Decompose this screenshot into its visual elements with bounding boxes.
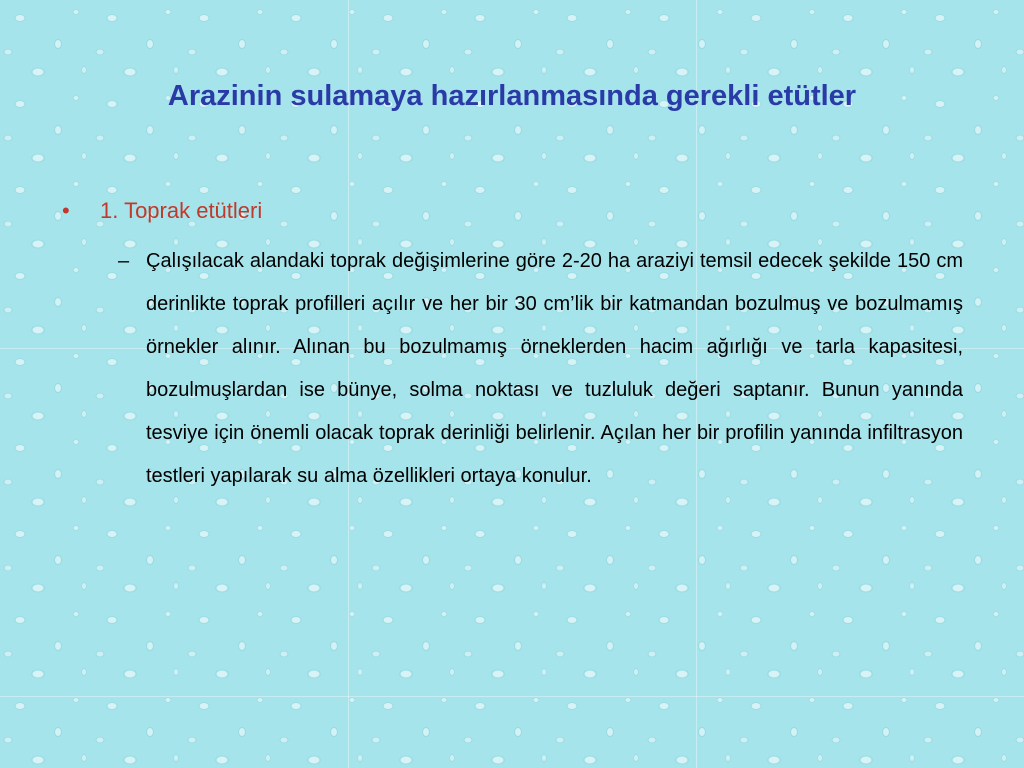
sub-bullet-text: Çalışılacak alandaki toprak değişimlerine göre 2-20 ha araziyi temsil edecek şekilde 150 cm derinlikte toprak profilleri açılır ve her bir 30 cm’lik bir katmandan bozulmuş ve bozulmamış örnekler alınır. Alınan bu bozulmamış örneklerden hacim ağırlığı ve tarla kapasitesi, bozulmuşlardan ise bünye, solma noktası ve tuzluluk değeri saptanır. Bunun yanında tesviye için önemli olacak toprak derinliği belirlenir. Açılan her bir profilin yanında infiltrasyon testleri yapılarak su alma özellikleri ortaya konulur. <box>146 250 963 487</box>
sub-bullet-item <box>118 240 963 498</box>
slide-title: Arazinin sulamaya hazırlanmasında gerekli etütler <box>167 80 857 112</box>
bullet-item <box>62 196 262 226</box>
bullet-marker: • <box>62 198 70 223</box>
sub-bullet-marker: – <box>118 250 130 272</box>
bullet-label: 1. Toprak etütleri <box>100 198 263 223</box>
background-divider <box>0 696 1024 697</box>
